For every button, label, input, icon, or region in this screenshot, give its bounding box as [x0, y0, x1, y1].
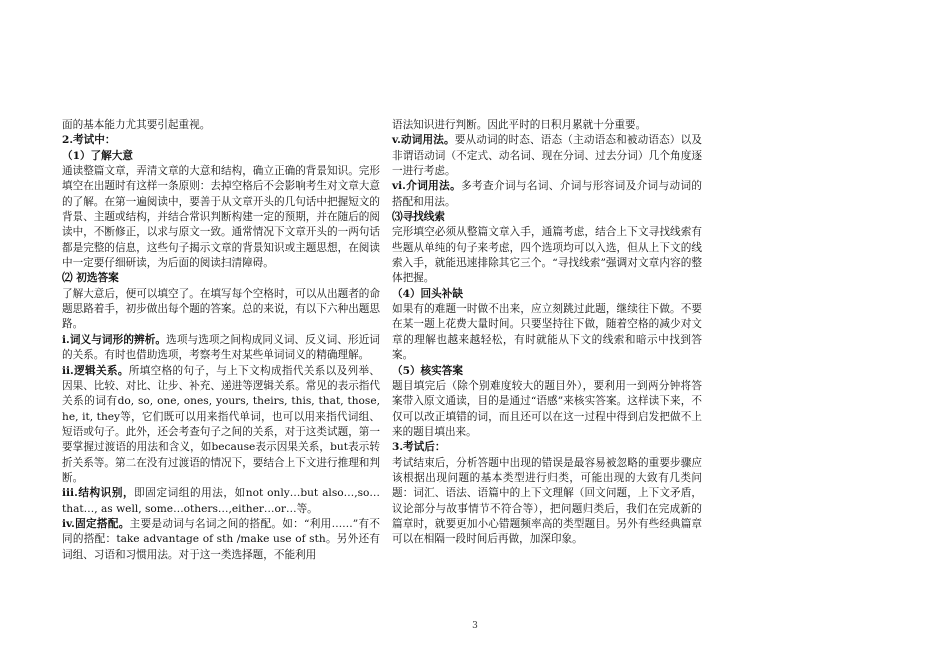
- paragraph: 面的基本能力尤其要引起重视。: [62, 119, 211, 131]
- list-item: i.词义与词形的辨析。选项与选项之间构成同义词、反义词、形近词的关系。有时也借助选项，考察考生对某些单词词义的精确理解。: [62, 333, 381, 362]
- list-item: vi.介词用法。多考查介词与名词、介词与形容词及介词与动词的搭配和用法。: [392, 180, 703, 208]
- left-column: [62, 118, 380, 563]
- paragraph: 考试结束后，分析答题中出现的错误是最容易被忽略的重要步骤应该根据出现问题的基本类型进行归类，可能出现的大致有几类问题：词汇、语法、语篇中的上下文理解（回文问题，上下文矛盾，议论部分与故事情节不符合等），把问题归类后，我们在完成新的篇章时，就要更加小心错题频率高的类型题目。另外有些经典篇章可以在相隔一段时间后再做，加深印象。: [392, 456, 702, 546]
- paragraph: 如果有的难题一时做不出来，应立刻跳过此题，继续往下做。不要在某一题上花费大量时间。只要坚持往下做，随着空格的减少对文章的理解也越来越轻松，有时就能从下文的线索和暗示中找到答案。: [392, 303, 702, 362]
- paragraph: 了解大意后，便可以填空了。在填写每个空格时，可以从出题者的命题思路着手，初步做出每个题的答案。总的来说，有以下六种出题思路。: [62, 287, 380, 331]
- list-item: ii.逻辑关系。所填空格的句子，与上下文构成指代关系以及列举、因果、比较、对比、让步、补充、递进等逻辑关系。常见的表示指代关系的词有do, so, one, ones, yours, theirs, this, that, those, he, it, they等，它们既可以用来指代单词，也可以用来指代词组、短语或句子。此外，还会考查句子之间的关系，对于这类试题，第一要掌握过渡语的用法和含义，如because表示因果关系，but表示转折关系等。第二在没有过渡语的情况下，要结合上下文进行推理和判断。: [62, 364, 380, 484]
- paragraph: 通读整篇文章，弄清文章的大意和结构，确立正确的背景知识。完形填空在出题时有这样一条原则：去掉空格后不会影响考生对文章大意的了解。在第一遍阅读中，要善于从文章开头的几句话中把握短文的背景、主题或结构，并结合常识判断构建一定的预期，并在随后的阅读中，不断修正，以求与原文一致。通常情况下文章开头的一两句话都是完整的信息，这些句子揭示文章的背景知识或主题思想，在阅读中一定要仔细研读，为后面的阅读扫清障碍。: [62, 165, 380, 270]
- paragraph: 语法知识进行判断。因此平时的日积月累就十分重要。: [392, 119, 647, 131]
- subsection-heading: （5）核实答案: [392, 364, 463, 377]
- page-number: 3: [472, 621, 478, 631]
- subsection-heading: （4）回头补缺: [392, 287, 463, 300]
- section-heading: 2.考试中：: [62, 134, 116, 147]
- list-item: v.动词用法。要从动词的时态、语态（主动语态和被动语态）以及非谓语动词（不定式、动名词、现在分词、过去分词）几个角度逐一进行考虑。: [392, 134, 702, 178]
- section-heading: 3.考试后：: [392, 441, 446, 454]
- right-column: [392, 118, 702, 548]
- list-item: iii.结构识别，即固定词组的用法，如not only…but also…,so…that…, as well, some…others…,either…or…等。: [62, 487, 380, 515]
- list-item: iv.固定搭配。主要是动词与名词之间的搭配。如：“利用……”有不同的搭配：take advantage of sth /make use of sth。另外还有词组、习语和习惯用法。对于这一类选择题，不能利用: [62, 517, 380, 561]
- subsection-heading: ⑶寻找线索: [392, 211, 445, 224]
- subsection-heading: ⑵ 初选答案: [62, 272, 119, 285]
- paragraph: 题目填完后（除个别难度较大的题目外），要利用一到两分钟将答案带入原文通读，目的是通过“语感”来核实答案。这样读下来，不仅可以改正填错的词，而且还可以在这一过程中得到启发把做不上来的题目填出来。: [392, 379, 702, 438]
- subsection-heading: （1）了解大意: [62, 149, 133, 162]
- paragraph: 完形填空必须从整篇文章入手，通篇考虑，结合上下文寻找线索有些题从单纯的句子来考虑，四个选项均可以入选，但从上下文的线索入手，就能迅速排除其它三个。“寻找线索”强调对文章内容的整体把握。: [392, 226, 702, 285]
